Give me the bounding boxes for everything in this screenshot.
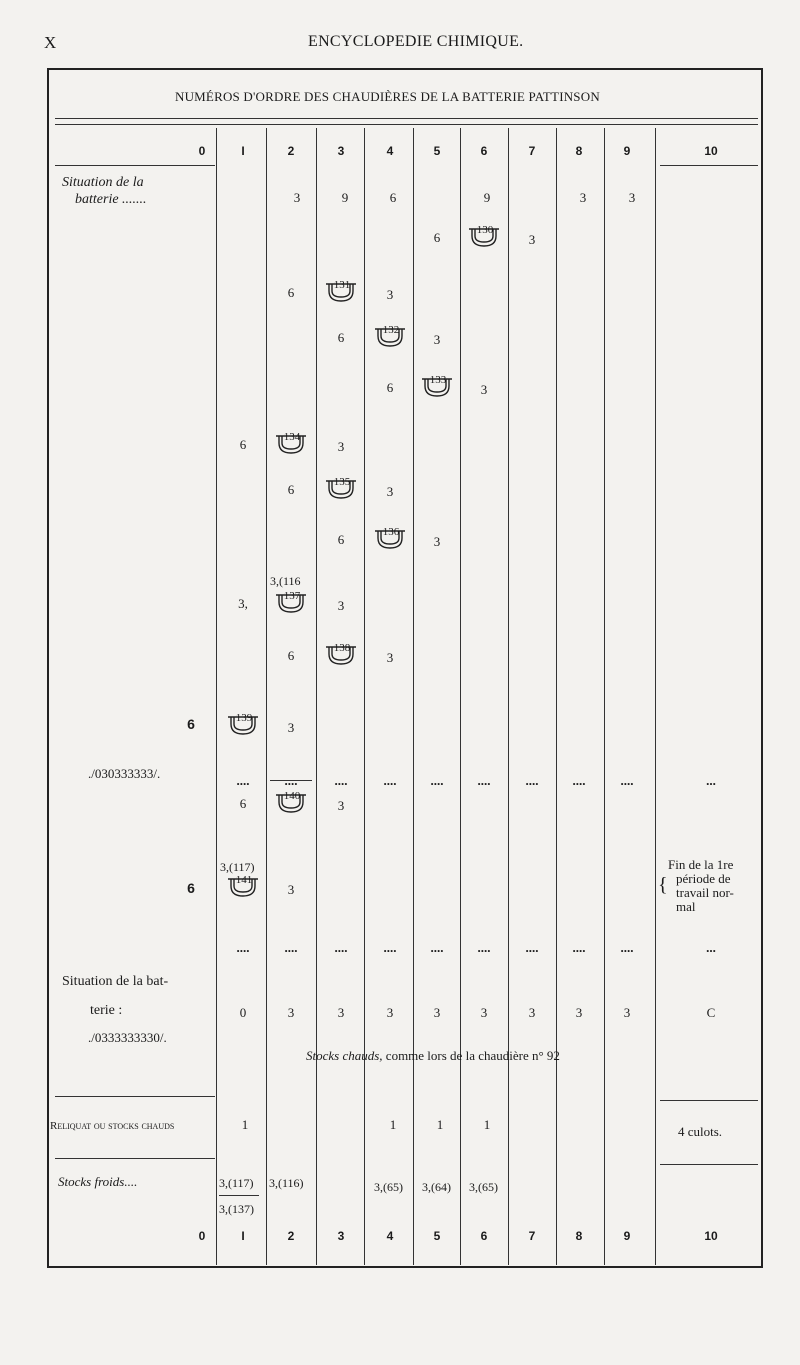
note-line: période de xyxy=(676,871,731,886)
cell-value: 3 xyxy=(287,882,295,897)
cell-value: 3 xyxy=(628,190,636,205)
cell-value: 3 xyxy=(337,598,345,613)
dots: .... xyxy=(236,773,250,788)
cauldron-number: 132 xyxy=(382,324,400,336)
cauldron-icon xyxy=(275,792,307,814)
dots: .... xyxy=(383,773,397,788)
dots: ... xyxy=(706,773,716,788)
dots: .... xyxy=(525,773,539,788)
footer-column-header: 6 xyxy=(480,1229,488,1243)
column-header: 10 xyxy=(704,144,718,158)
stocks-froids-value: 3,(65) xyxy=(469,1180,498,1194)
dots: .... xyxy=(236,940,250,955)
cell-value: 6 xyxy=(287,648,295,663)
footer-column-header: I xyxy=(241,1229,245,1243)
final-value: 3 xyxy=(480,1005,488,1020)
rule xyxy=(660,1164,758,1165)
final-value: 0 xyxy=(239,1005,247,1020)
final-label-2: terie : xyxy=(90,1003,123,1018)
dots: .... xyxy=(572,773,586,788)
note-line: Fin de la 1re xyxy=(668,857,734,872)
pot-annotation: 3,(116 xyxy=(270,574,301,588)
cell-value: 6 xyxy=(386,380,394,395)
reliquat-label: Reliquat ou stocks chauds xyxy=(50,1120,175,1132)
column-rule xyxy=(216,128,217,1265)
rule xyxy=(55,124,758,125)
stocks-froids-value: 3,(116) xyxy=(269,1176,304,1190)
cell-value: 3 xyxy=(287,720,295,735)
dots: .... xyxy=(284,773,298,788)
cauldron-number: 141 xyxy=(235,874,253,886)
cauldron-number: 136 xyxy=(382,526,400,538)
cauldron-icon xyxy=(325,478,357,500)
note-line: travail nor- xyxy=(676,885,734,900)
running-head: ENCYCLOPEDIE CHIMIQUE. xyxy=(308,33,524,50)
cauldron-icon xyxy=(227,876,259,898)
column-header: 4 xyxy=(386,144,394,158)
dots: .... xyxy=(572,940,586,955)
cauldron-icon xyxy=(325,281,357,303)
cauldron-icon xyxy=(325,644,357,666)
cell-value: 3 xyxy=(433,332,441,347)
cauldron-number: 140 xyxy=(283,790,301,802)
column-header: 6 xyxy=(480,144,488,158)
final-value: 3 xyxy=(575,1005,583,1020)
final-value: 3 xyxy=(433,1005,441,1020)
stocks-froids-label: Stocks froids.... xyxy=(58,1174,138,1189)
brace: { xyxy=(658,874,668,896)
cell-value: 6 xyxy=(337,532,345,547)
column-rule xyxy=(556,128,557,1265)
footer-column-header: 3 xyxy=(337,1229,345,1243)
footer-column-header: 8 xyxy=(575,1229,583,1243)
dots: .... xyxy=(383,940,397,955)
cell-value: 6 xyxy=(287,285,295,300)
footer-column-header: 2 xyxy=(287,1229,295,1243)
dots: .... xyxy=(477,940,491,955)
stocks-froids-extra: 3,(137) xyxy=(219,1202,254,1216)
final-value: 3 xyxy=(623,1005,631,1020)
dots: .... xyxy=(430,773,444,788)
dots: .... xyxy=(620,773,634,788)
cell-value: 3 xyxy=(293,190,301,205)
cauldron-number: 131 xyxy=(333,279,351,291)
cell-value: 3 xyxy=(386,484,394,499)
final-value: 3 xyxy=(528,1005,536,1020)
column-rule xyxy=(413,128,414,1265)
column-rule xyxy=(460,128,461,1265)
cell-value: 6 xyxy=(239,796,247,811)
rule xyxy=(219,1195,259,1196)
cell-value: 6 xyxy=(389,190,397,205)
reliquat-value: 1 xyxy=(436,1117,444,1132)
cauldron-number: 134 xyxy=(283,431,301,443)
column-header: 2 xyxy=(287,144,295,158)
bold-six: 6 xyxy=(187,880,195,896)
dots: .... xyxy=(334,940,348,955)
stocks-froids-value: 3,(117) xyxy=(219,1176,254,1190)
cauldron-number: 139 xyxy=(235,712,253,724)
situation-label-2: batterie ....... xyxy=(75,192,147,207)
cauldron-icon xyxy=(374,528,406,550)
dots: .... xyxy=(477,773,491,788)
bold-six: 6 xyxy=(187,716,195,732)
cell-value: 6 xyxy=(239,437,247,452)
dots: ... xyxy=(706,940,716,955)
rule xyxy=(270,780,312,781)
rule xyxy=(55,1096,215,1097)
cauldron-icon xyxy=(468,226,500,248)
column-header: 9 xyxy=(623,144,631,158)
cauldron-number: 137 xyxy=(283,590,301,602)
cell-value: 9 xyxy=(341,190,349,205)
stocks-chauds-note: Stocks chauds, comme lors de la chaudière n° 92 xyxy=(306,1048,560,1063)
cell-value: 3 xyxy=(480,382,488,397)
cauldron-number: 130 xyxy=(476,224,494,236)
cell-value: 9 xyxy=(483,190,491,205)
cauldron-number: 133 xyxy=(429,374,447,386)
column-rule xyxy=(266,128,267,1265)
footer-column-header: 5 xyxy=(433,1229,441,1243)
footer-column-header: 0 xyxy=(198,1229,206,1243)
rule xyxy=(55,165,215,166)
page-number: X xyxy=(44,33,57,52)
rule xyxy=(660,1100,758,1101)
reliquat-value: 1 xyxy=(483,1117,491,1132)
cauldron-number: 138 xyxy=(333,642,351,654)
formula: ./0333333330/. xyxy=(88,1030,167,1045)
column-rule xyxy=(364,128,365,1265)
footer-column-header: 4 xyxy=(386,1229,394,1243)
footer-column-header: 9 xyxy=(623,1229,631,1243)
dots: .... xyxy=(334,773,348,788)
situation-label-1: Situation de la xyxy=(62,175,144,190)
column-header: 8 xyxy=(575,144,583,158)
reliquat-value: 1 xyxy=(241,1117,249,1132)
cell-value: 3 xyxy=(386,287,394,302)
dots: .... xyxy=(284,940,298,955)
cell-value: 3 xyxy=(337,439,345,454)
cauldron-icon xyxy=(374,326,406,348)
column-header: 3 xyxy=(337,144,345,158)
cell-value: 3, xyxy=(238,596,248,611)
pot-annotation: 3,(117) xyxy=(220,860,255,874)
column-rule xyxy=(655,128,656,1265)
column-header: 5 xyxy=(433,144,441,158)
stocks-froids-value: 3,(65) xyxy=(374,1180,403,1194)
rule xyxy=(55,1158,215,1159)
reliquat-value: 1 xyxy=(389,1117,397,1132)
footer-column-header: 7 xyxy=(528,1229,536,1243)
dots: .... xyxy=(525,940,539,955)
final-label-1: Situation de la bat- xyxy=(62,974,169,989)
table-title: NUMÉROS D'ORDRE DES CHAUDIÈRES DE LA BATTERIE PATTINSON xyxy=(175,89,600,104)
column-header: 7 xyxy=(528,144,536,158)
cauldron-number: 135 xyxy=(333,476,351,488)
cauldron-icon xyxy=(227,714,259,736)
dots: .... xyxy=(430,940,444,955)
cell-value: 6 xyxy=(433,230,441,245)
cell-value: 3 xyxy=(337,798,345,813)
rule xyxy=(660,165,758,166)
column-rule xyxy=(604,128,605,1265)
cell-value: 3 xyxy=(433,534,441,549)
final-value: C xyxy=(706,1005,716,1020)
cell-value: 3 xyxy=(528,232,536,247)
final-value: 3 xyxy=(386,1005,394,1020)
cell-value: 3 xyxy=(579,190,587,205)
reliquat-total: 4 culots. xyxy=(678,1124,723,1139)
rule xyxy=(55,118,758,119)
cell-value: 6 xyxy=(337,330,345,345)
final-value: 3 xyxy=(337,1005,345,1020)
cauldron-icon xyxy=(421,376,453,398)
formula: ./030333333/. xyxy=(88,766,161,781)
column-rule xyxy=(316,128,317,1265)
column-header: I xyxy=(241,144,245,158)
dots: .... xyxy=(620,940,634,955)
note-line: mal xyxy=(676,899,696,914)
footer-column-header: 10 xyxy=(704,1229,718,1243)
cell-value: 3 xyxy=(386,650,394,665)
stocks-froids-value: 3,(64) xyxy=(422,1180,451,1194)
cauldron-icon xyxy=(275,433,307,455)
column-rule xyxy=(508,128,509,1265)
final-value: 3 xyxy=(287,1005,295,1020)
cell-value: 6 xyxy=(287,482,295,497)
column-header: 0 xyxy=(198,144,206,158)
cauldron-icon xyxy=(275,592,307,614)
